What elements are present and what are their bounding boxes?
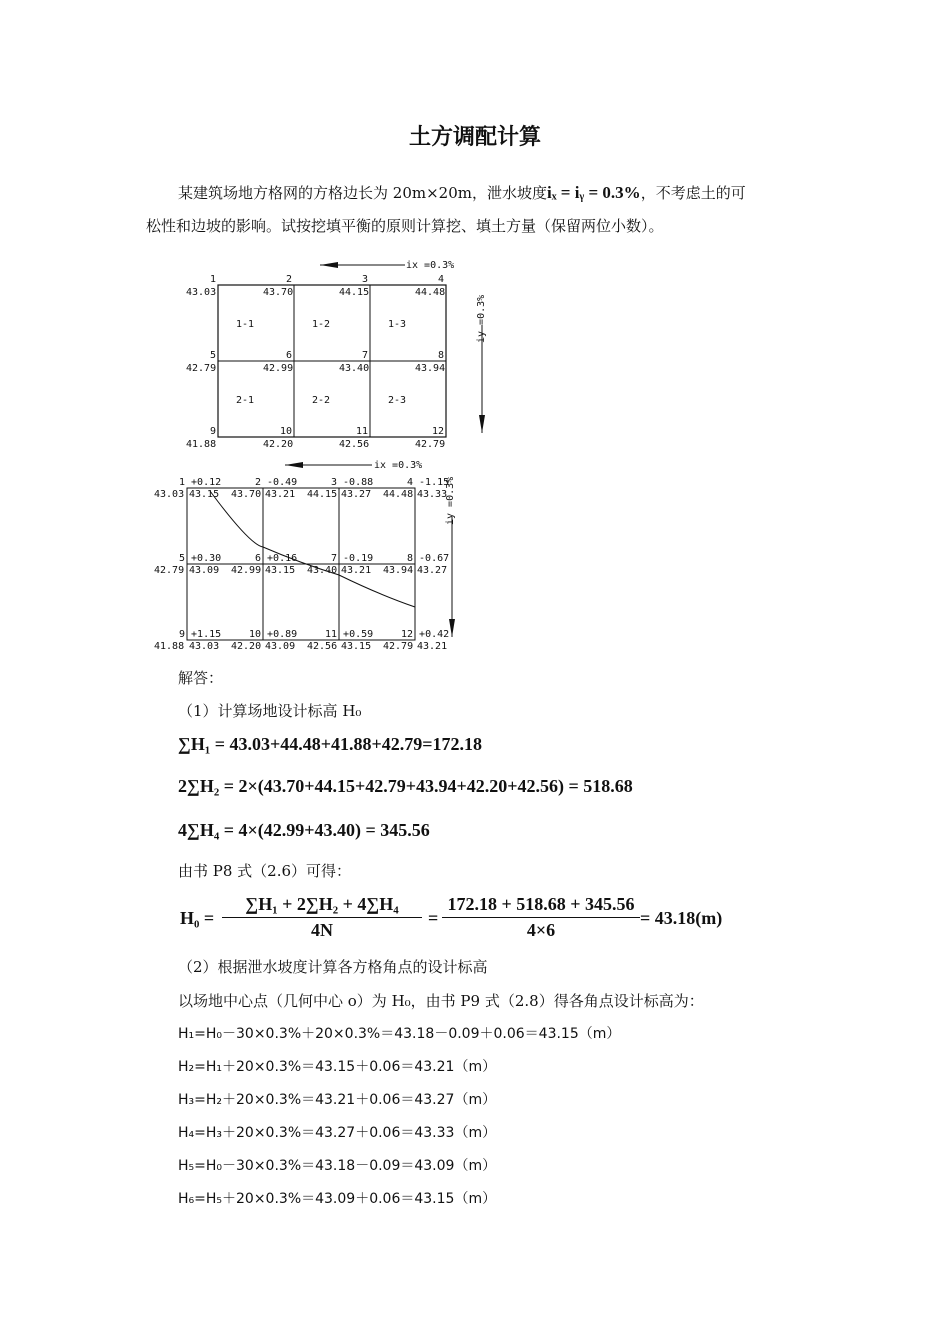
corner-elevation: 42.79 (415, 439, 446, 450)
page-title: 土方调配计算 (408, 124, 541, 150)
formula-sum-h1: ∑H₁ = 43.03+44.48+41.88+42.79=172.18 (178, 734, 483, 754)
corner-elevation: 42.56 (307, 641, 338, 652)
corner-elevation: 43.70 (231, 489, 262, 500)
iy-arrow-head (479, 415, 485, 433)
calc-line-h5: H₅=H₀－30×0.3%＝43.18－0.09＝43.09（m） (178, 1158, 497, 1174)
fraction-symbolic (222, 894, 422, 941)
fraction-bar (222, 917, 422, 918)
corner-number: 4 (438, 274, 445, 285)
corner-elevation: 41.88 (186, 439, 217, 450)
formula-sum-h4: 4∑H₄ = 4×(42.99+43.40) = 345.56 (178, 820, 430, 840)
iy-label: iy =0.3% (476, 294, 487, 343)
corner-elevation: 41.88 (154, 641, 185, 652)
corner-tag: 5 +0.30 (179, 553, 222, 564)
fraction-denominator: 4×6 (526, 920, 556, 940)
step-2-heading: （2）根据泄水坡度计算各方格角点的设计标高 (178, 958, 488, 976)
corner-elevation: 42.79 (154, 565, 185, 576)
calc-line-h6: H₆=H₅＋20×0.3%＝43.09＋0.06＝43.15（m） (178, 1191, 497, 1207)
calc-line-h2: H₂=H₁＋20×0.3%＝43.15＋0.06＝43.21（m） (178, 1059, 497, 1075)
fraction-numeric (442, 894, 640, 941)
corner-elevation: 44.48 (383, 489, 414, 500)
corner-design-elevation: 43.33 (417, 489, 448, 500)
corner-elevation: 43.40 (307, 565, 338, 576)
zero-line (210, 491, 415, 607)
corner-elevation: 43.94 (383, 565, 414, 576)
grid-diagram-design (150, 455, 470, 655)
corner-number: 3 (362, 274, 369, 285)
corner-tag: 3 -0.88 (331, 477, 374, 488)
corner-elevation: 43.40 (339, 363, 370, 374)
slope-formula: iₓ = iᵧ = 0.3% (546, 183, 641, 202)
corner-design-elevation: 43.09 (265, 641, 296, 652)
step-1-heading: （1）计算场地设计标高 H₀ (178, 702, 362, 720)
formula-h0-equals: = (428, 908, 439, 928)
iy-arrow-head (449, 619, 455, 637)
cell-label: 1-3 (388, 319, 407, 330)
corner-design-elevation: 43.27 (417, 565, 448, 576)
corner-number: 9 (210, 426, 217, 437)
corner-elevation: 42.99 (231, 565, 262, 576)
corner-design-elevation: 43.21 (341, 565, 372, 576)
corner-elevation: 42.56 (339, 439, 370, 450)
ix-arrow-head (320, 262, 338, 268)
corner-tag: 4 -1.15 (407, 477, 450, 488)
corner-elevation: 42.79 (186, 363, 217, 374)
reference-2: 以场地中心点（几何中心 o）为 H₀，由书 P9 式（2.8）得各角点设计标高为： (178, 992, 704, 1010)
iy-label: iy =0.3% (445, 476, 456, 525)
corner-elevation: 43.03 (186, 287, 217, 298)
corner-design-elevation: 43.15 (341, 641, 372, 652)
corner-design-elevation: 43.03 (189, 641, 220, 652)
corner-tag: 10 +0.89 (249, 629, 298, 640)
grid-diagram-original (180, 255, 500, 455)
corner-tag: 11 +0.59 (325, 629, 374, 640)
ix-label: ix =0.3% (406, 260, 455, 271)
corner-elevation: 43.70 (263, 287, 294, 298)
fraction-numerator: 172.18 + 518.68 + 345.56 (447, 894, 635, 914)
cell-label: 1-2 (312, 319, 331, 330)
corner-elevation: 42.20 (231, 641, 262, 652)
cell-label: 2-2 (312, 395, 331, 406)
corner-tag: 12 +0.42 (401, 629, 450, 640)
corner-tag: 7 -0.19 (331, 553, 374, 564)
corner-elevation: 42.20 (263, 439, 294, 450)
calc-line-h4: H₄=H₃＋20×0.3%＝43.27＋0.06＝43.33（m） (178, 1125, 497, 1141)
fraction-denominator: 4N (311, 920, 333, 940)
reference-1: 由书 P8 式（2.6）可得： (178, 862, 352, 880)
problem-line-2: 松性和边坡的影响。试按挖填平衡的原则计算挖、填土方量（保留两位小数）。 (146, 217, 664, 235)
fraction-bar (442, 917, 640, 918)
corner-number: 1 (210, 274, 217, 285)
problem-line-1-post: ，不考虑土的可 (640, 184, 746, 202)
corner-number: 2 (286, 274, 293, 285)
cell-label: 2-3 (388, 395, 407, 406)
corner-tag: 6 +0.16 (255, 553, 298, 564)
calc-line-h1: H₁=H₀－30×0.3%＋20×0.3%＝43.18－0.09＋0.06＝43.15（m） (178, 1026, 621, 1042)
corner-elevation: 44.15 (339, 287, 370, 298)
cell-label: 2-1 (236, 395, 255, 406)
formula-sum-h2: 2∑H₂ = 2×(43.70+44.15+42.79+43.94+42.20+42.56) = 518.68 (178, 776, 633, 796)
corner-tag: 8 -0.67 (407, 553, 450, 564)
corner-tag: 1 +0.12 (179, 477, 222, 488)
corner-design-elevation: 43.21 (417, 641, 448, 652)
corner-elevation: 43.94 (415, 363, 446, 374)
corner-tag: 2 -0.49 (255, 477, 298, 488)
corner-design-elevation: 43.21 (265, 489, 296, 500)
calc-line-h3: H₃=H₂＋20×0.3%＝43.21＋0.06＝43.27（m） (178, 1092, 497, 1108)
corner-elevation: 43.03 (154, 489, 185, 500)
formula-h0-result: = 43.18(m) (640, 908, 723, 928)
corner-number: 10 (280, 426, 293, 437)
corner-design-elevation: 43.09 (189, 565, 220, 576)
corner-elevation: 44.15 (307, 489, 338, 500)
corner-elevation: 44.48 (415, 287, 446, 298)
formula-h0-lhs: H₀ = (180, 908, 215, 928)
ix-label: ix =0.3% (374, 460, 423, 471)
corner-number: 12 (432, 426, 445, 437)
problem-line-1-pre: 某建筑场地方格网的方格边长为 20m×20m，泄水坡度 (178, 184, 547, 202)
corner-number: 6 (286, 350, 293, 361)
corner-design-elevation: 43.15 (189, 489, 220, 500)
corner-design-elevation: 43.15 (265, 565, 296, 576)
corner-elevation: 42.99 (263, 363, 294, 374)
corner-elevation: 42.79 (383, 641, 414, 652)
cell-label: 1-1 (236, 319, 255, 330)
corner-tag: 9 +1.15 (179, 629, 222, 640)
corner-number: 7 (362, 350, 369, 361)
answer-heading: 解答： (178, 669, 224, 687)
corner-number: 8 (438, 350, 445, 361)
corner-number: 11 (356, 426, 369, 437)
problem-line-1 (178, 182, 746, 203)
corner-number: 5 (210, 350, 217, 361)
ix-arrow-head (285, 462, 303, 468)
corner-design-elevation: 43.27 (341, 489, 372, 500)
fraction-numerator: ∑H₁ + 2∑H₂ + 4∑H₄ (245, 894, 399, 914)
